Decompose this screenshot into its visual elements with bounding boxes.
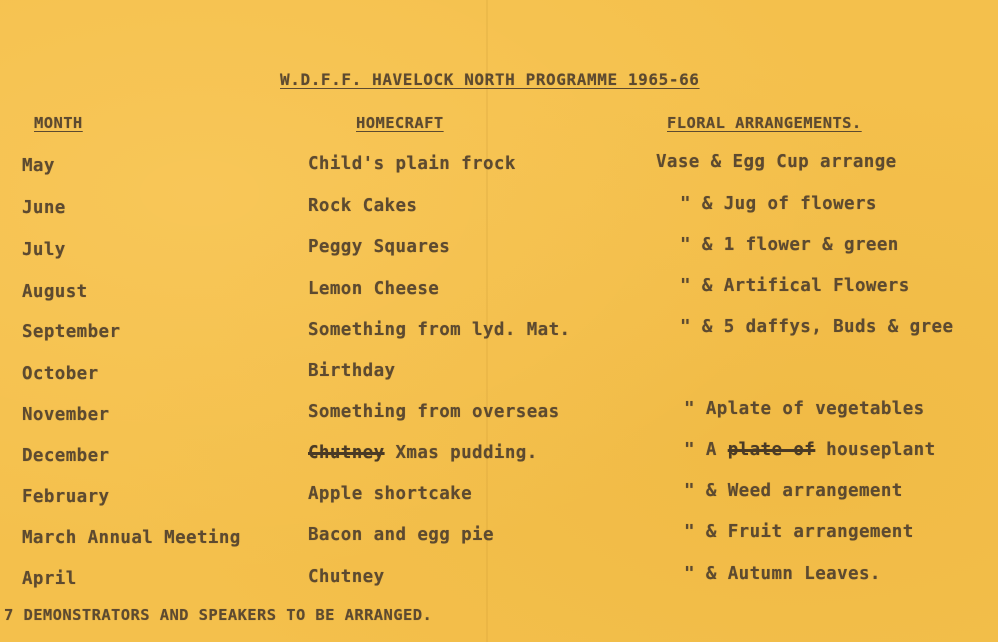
row-month: February xyxy=(22,487,110,507)
row-month: May xyxy=(22,156,55,176)
footer-note: 7 DEMONSTRATORS AND SPEAKERS TO BE ARRANGED. xyxy=(4,606,433,624)
row-floral: " & Weed arrangement xyxy=(684,481,903,501)
row-month: August xyxy=(22,282,88,302)
row-floral-text: houseplant xyxy=(815,440,936,460)
row-floral: " & 1 flower & green xyxy=(680,235,899,255)
row-month: June xyxy=(22,198,66,218)
row-month: October xyxy=(22,364,99,384)
struck-text: Chutney xyxy=(308,443,385,463)
row-month: July xyxy=(22,240,66,260)
row-month: December xyxy=(22,446,110,466)
row-homecraft: Lemon Cheese xyxy=(308,279,440,299)
row-homecraft: Bacon and egg pie xyxy=(308,525,494,545)
row-floral: " & Jug of flowers xyxy=(680,194,877,214)
row-month: September xyxy=(22,322,121,342)
row-month: November xyxy=(22,405,110,425)
row-homecraft: Birthday xyxy=(308,361,396,381)
homecraft-column-header: HOMECRAFT xyxy=(356,114,444,132)
programme-title: W.D.F.F. HAVELOCK NORTH PROGRAMME 1965-66 xyxy=(280,70,700,89)
row-homecraft: Rock Cakes xyxy=(308,196,418,216)
row-floral-prefix: " A xyxy=(684,440,728,460)
row-homecraft-text: Xmas pudding. xyxy=(384,443,538,463)
row-floral xyxy=(684,440,936,460)
floral-column-header: FLORAL ARRANGEMENTS. xyxy=(667,114,862,132)
row-homecraft: Peggy Squares xyxy=(308,237,451,257)
row-homecraft: Something from lyd. Mat. xyxy=(308,320,571,340)
month-column-header: MONTH xyxy=(34,114,83,132)
row-month: April xyxy=(22,569,77,589)
row-floral: " Aplate of vegetables xyxy=(684,399,925,419)
row-floral: " & 5 daffys, Buds & gree xyxy=(680,317,954,337)
row-floral: " & Autumn Leaves. xyxy=(684,564,881,584)
row-floral: " & Fruit arrangement xyxy=(684,522,914,542)
row-homecraft: Apple shortcake xyxy=(308,484,473,504)
row-month: March Annual Meeting xyxy=(22,528,241,548)
row-homecraft: Child's plain frock xyxy=(308,154,516,174)
row-homecraft xyxy=(308,443,538,463)
row-homecraft: Something from overseas xyxy=(308,402,560,422)
struck-text: plate of xyxy=(727,440,816,460)
row-homecraft: Chutney xyxy=(308,567,385,587)
row-floral: " & Artifical Flowers xyxy=(680,276,910,296)
row-floral: Vase & Egg Cup arrange xyxy=(656,152,897,172)
